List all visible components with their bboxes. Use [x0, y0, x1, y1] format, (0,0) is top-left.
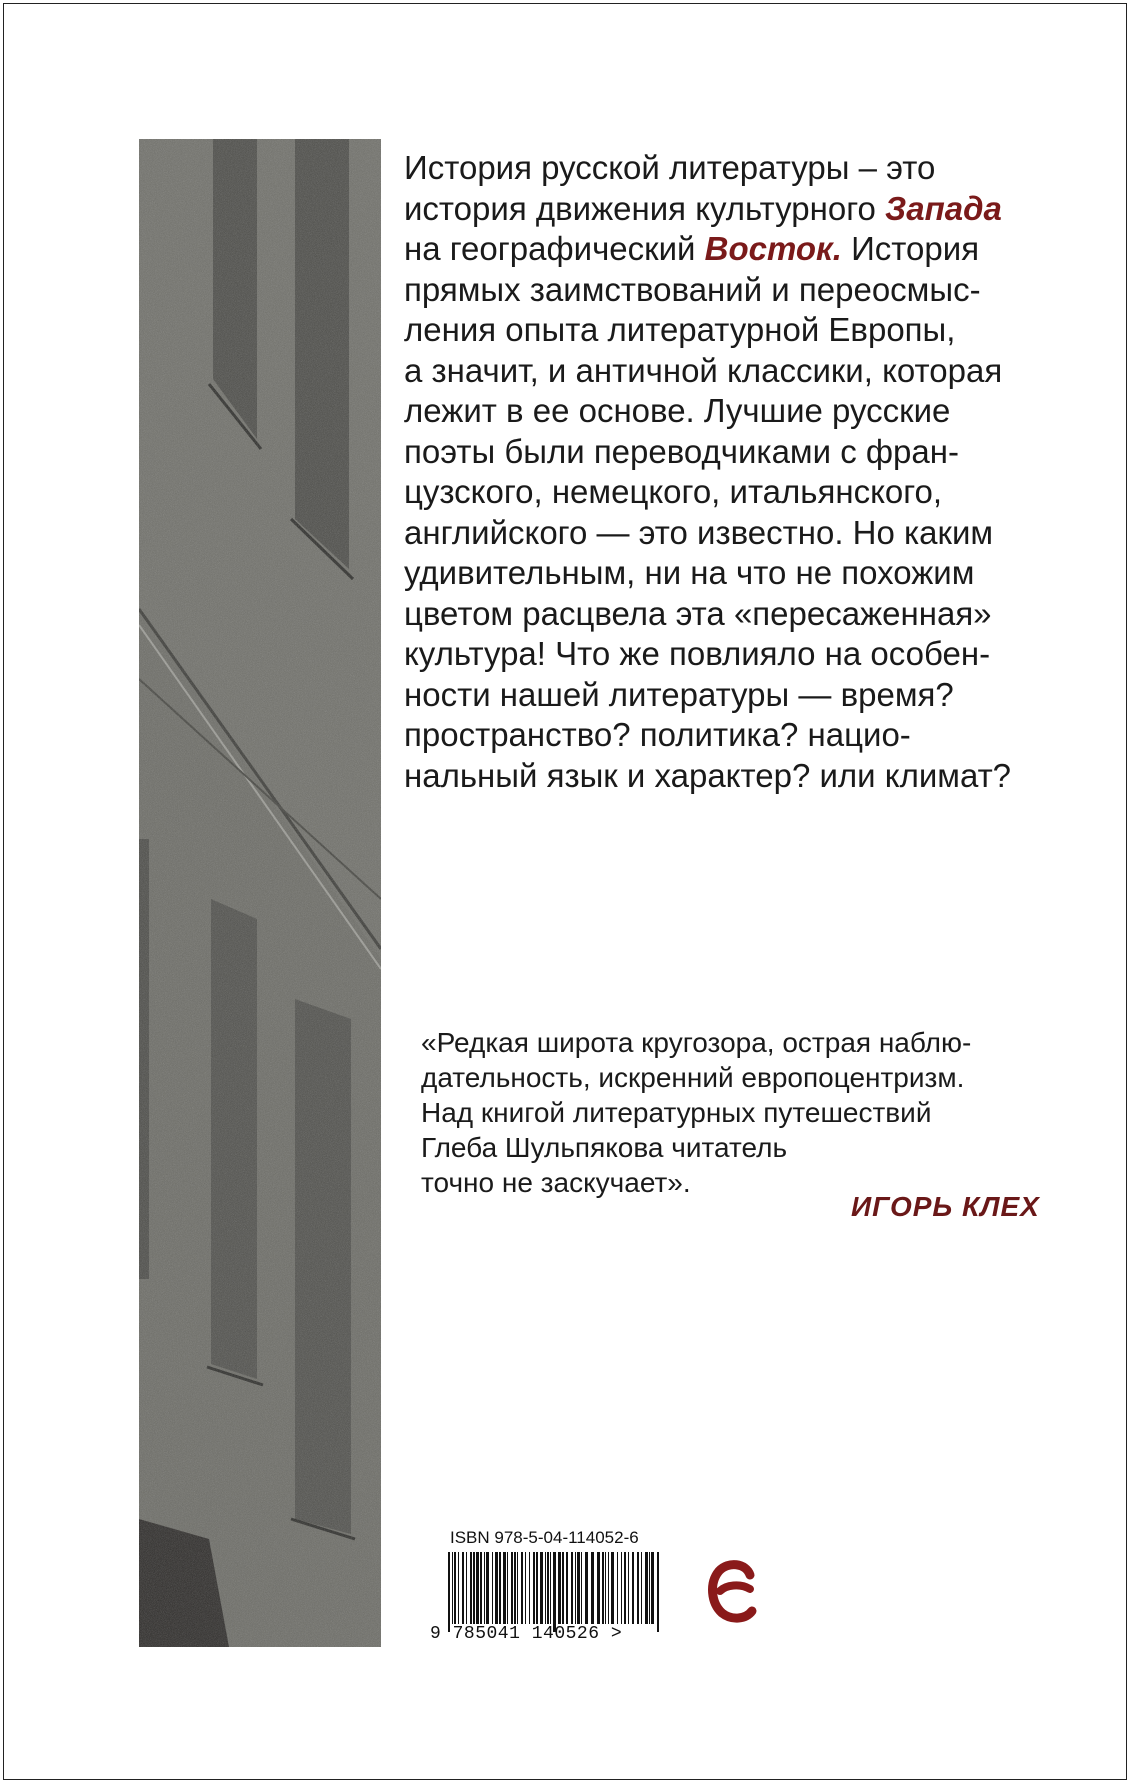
barcode-bar	[517, 1552, 518, 1624]
barcode-bar	[466, 1552, 467, 1624]
barcode-bar	[617, 1552, 618, 1624]
blurb-line: английского — это известно. Но каким	[404, 513, 994, 551]
quote-line: точно не заскучает».	[421, 1167, 691, 1198]
barcode-bar	[525, 1552, 526, 1624]
barcode-bar	[484, 1552, 485, 1624]
barcode-bar	[575, 1552, 576, 1624]
barcode-bar	[473, 1552, 475, 1624]
blurb-text	[404, 148, 1064, 796]
blurb-line: нальный язык и характер? или климат?	[404, 756, 1012, 794]
accent-word: Восток.	[704, 230, 842, 267]
quote-line: дательность, искренний европоцентризм.	[421, 1062, 965, 1093]
barcode-bar	[608, 1552, 609, 1624]
barcode-bar	[511, 1552, 513, 1624]
barcode-bar	[624, 1552, 626, 1624]
barcode-bar	[547, 1552, 549, 1624]
barcode-bar	[458, 1552, 459, 1624]
barcode-bar	[651, 1552, 654, 1624]
barcode-bar	[558, 1552, 561, 1624]
blurb-line: ления опыта литературной Европы,	[404, 311, 956, 348]
barcode-bar	[602, 1552, 604, 1624]
barcode-bar	[637, 1552, 639, 1624]
barcode-bar	[632, 1552, 634, 1624]
barcode-bar	[521, 1552, 523, 1624]
review-quote	[421, 1025, 1061, 1200]
blurb-line: История русской литературы – это	[404, 149, 936, 186]
blurb-line: на географический Восток. История	[404, 230, 980, 267]
barcode-bar	[452, 1552, 453, 1624]
accent-word: Запада	[885, 189, 1002, 227]
barcode-bar	[571, 1552, 573, 1624]
quote-line: Глеба Шульпякова читатель	[421, 1132, 788, 1163]
barcode-bar	[641, 1552, 642, 1624]
barcode-bar	[492, 1552, 493, 1624]
blurb-line: поэты были переводчиками с фран-	[404, 432, 959, 470]
barcode-bar	[495, 1552, 498, 1624]
barcode-bar	[581, 1552, 582, 1624]
blurb-line: цветом расцвела эта «пересаженная»	[404, 594, 992, 632]
barcode-bar	[486, 1552, 489, 1624]
quote-line: «Редкая широта кругозора, острая наблю-	[421, 1027, 972, 1058]
barcode-bar	[657, 1552, 659, 1632]
barcode-bar	[628, 1552, 629, 1624]
blurb-line: удивительным, ни на что не похожим	[404, 554, 975, 591]
blurb-line: ности нашей литературы — время?	[404, 675, 954, 713]
barcode-bar	[503, 1552, 506, 1624]
barcode-bar	[562, 1552, 564, 1624]
barcode-bar	[448, 1552, 450, 1632]
barcode-digits: 9 785041 140526 >	[430, 1624, 623, 1644]
barcode-bar	[566, 1552, 568, 1624]
barcode-bar	[621, 1552, 622, 1624]
barcode-bar	[462, 1552, 464, 1624]
blurb-line: цузского, немецкого, итальянского,	[404, 473, 943, 510]
blurb-line: прямых заимствований и переосмыс-	[404, 270, 981, 308]
quote-author: ИГОРЬ КЛЕХ	[851, 1191, 1040, 1222]
barcode-bar	[499, 1552, 501, 1624]
barcode-bar	[553, 1552, 556, 1632]
barcode-bar	[585, 1552, 588, 1624]
barcode-bar	[540, 1552, 543, 1624]
barcode-bar	[591, 1552, 594, 1624]
barcode-bar	[597, 1552, 600, 1624]
blurb-line: культура! Что же повлияло на особен-	[404, 635, 991, 672]
barcode-bar	[577, 1552, 580, 1624]
barcode-bar	[605, 1552, 606, 1624]
blurb-line: пространство? политика? нацио-	[404, 716, 911, 753]
barcode-bar	[545, 1552, 546, 1624]
barcode-bar	[649, 1552, 650, 1624]
barcode-bar	[480, 1552, 482, 1624]
barcode-bar	[470, 1552, 472, 1624]
barcode-bar	[476, 1552, 479, 1624]
blurb-line: лежит в ее основе. Лучшие русские	[404, 392, 951, 429]
barcode-bar	[507, 1552, 508, 1624]
barcode-bar	[550, 1552, 551, 1624]
blurb-line: а значит, и античной классики, которая	[404, 351, 1003, 389]
barcode-bar	[514, 1552, 516, 1624]
publisher-logo-icon	[706, 1555, 760, 1629]
building-facade-photo	[139, 139, 381, 1647]
quote-line: Над книгой литературных путешествий	[421, 1097, 932, 1128]
barcode-bar	[536, 1552, 538, 1624]
barcode-bar	[529, 1552, 530, 1624]
barcode-bar	[533, 1552, 535, 1624]
isbn-number: ISBN 978-5-04-114052-6	[450, 1528, 639, 1547]
barcode-bar	[454, 1552, 456, 1624]
barcode-bar	[611, 1552, 614, 1624]
barcode-bar	[645, 1552, 648, 1624]
blurb-line: история движения культурного Запада	[404, 189, 1002, 227]
